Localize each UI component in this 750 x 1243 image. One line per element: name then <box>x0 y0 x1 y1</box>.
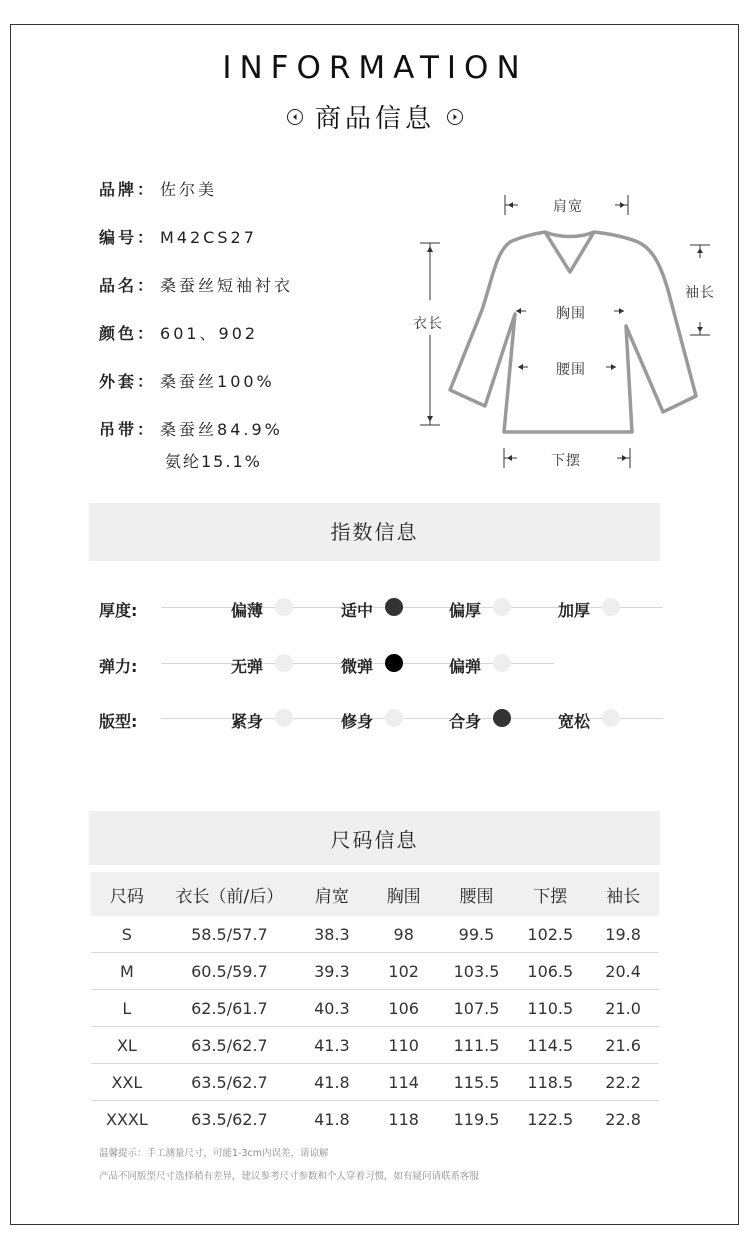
index-row-elasticity <box>99 648 669 678</box>
index-dot <box>275 709 293 727</box>
index-row-label: 版型: <box>99 712 138 731</box>
table-cell: 106 <box>368 990 440 1027</box>
info-label: 吊带： <box>99 420 157 439</box>
table-cell: 107.5 <box>440 990 514 1027</box>
table-cell: L <box>91 990 163 1027</box>
label-length: 衣长 <box>413 316 443 332</box>
table-cell: 40.3 <box>296 990 368 1027</box>
info-name <box>99 273 293 296</box>
table-cell: 63.5/62.7 <box>163 1027 296 1064</box>
index-dot-selected <box>385 654 403 672</box>
table-cell: 119.5 <box>453 1109 500 1129</box>
table-row <box>91 1101 659 1138</box>
index-option: 偏弹 <box>449 657 482 676</box>
index-option: 偏厚 <box>449 601 482 620</box>
label-hem: 下摆 <box>551 453 581 469</box>
table-cell: 21.0 <box>587 990 659 1027</box>
info-camisole <box>99 417 283 440</box>
index-dot <box>493 598 511 616</box>
table-cell: 114.5 <box>513 1027 587 1064</box>
table-cell: 110.5 <box>513 990 587 1027</box>
info-label: 颜色： <box>99 324 157 343</box>
info-outer <box>99 369 275 392</box>
index-option: 无弹 <box>231 657 264 676</box>
table-cell: 39.3 <box>296 953 368 990</box>
table-cell: M <box>91 953 163 990</box>
table-cell: 41.8 <box>296 1064 368 1101</box>
table-cell: XL <box>91 1027 163 1064</box>
header-cell: 尺码 <box>91 872 163 916</box>
index-option: 适中 <box>341 601 374 620</box>
table-cell: XXL <box>91 1064 163 1101</box>
header-cell: 腰围 <box>440 872 514 916</box>
header-cell: 胸围 <box>368 872 440 916</box>
index-row-fit <box>99 703 669 733</box>
table-row <box>91 1064 659 1101</box>
table-row <box>91 990 659 1027</box>
header-cell: 下摆 <box>513 872 587 916</box>
table-cell: 98 <box>368 916 440 953</box>
garment-diagram <box>400 190 730 480</box>
label-shoulder: 肩宽 <box>553 199 583 215</box>
table-cell: 41.8 <box>314 1109 350 1129</box>
index-option: 修身 <box>341 712 374 731</box>
table-cell: 103.5 <box>440 953 514 990</box>
info-brand <box>99 177 217 200</box>
table-cell: 20.4 <box>587 953 659 990</box>
table-cell: 22.2 <box>587 1064 659 1101</box>
right-arrow-icon <box>447 109 463 125</box>
table-cell: 99.5 <box>440 916 514 953</box>
info-label: 编号： <box>99 228 157 247</box>
table-cell: 21.6 <box>587 1027 659 1064</box>
table-row <box>91 1027 659 1064</box>
index-row-thickness <box>99 592 669 622</box>
table-cell: 114 <box>368 1064 440 1101</box>
table-row <box>91 916 659 953</box>
table-cell: 118.5 <box>513 1064 587 1101</box>
index-option: 紧身 <box>231 712 264 731</box>
info-label: 外套： <box>99 372 157 391</box>
info-value: 桑蚕丝短袖衬衣 <box>160 276 294 295</box>
note-measurement: 温馨提示：手工测量尺寸，可能1-3cm内误差，请谅解 <box>99 1148 329 1159</box>
index-dot <box>275 598 293 616</box>
table-cell: 22.8 <box>605 1109 641 1129</box>
table-cell: 118 <box>388 1109 419 1129</box>
table-row <box>91 953 659 990</box>
table-cell: 60.5/59.7 <box>163 953 296 990</box>
index-dot <box>275 654 293 672</box>
title-english: INFORMATION <box>222 50 528 86</box>
header-cell: 袖长 <box>587 872 659 916</box>
table-cell: 62.5/61.7 <box>163 990 296 1027</box>
info-camisole-extra: 氨纶15.1% <box>165 452 262 471</box>
size-table-header-row <box>91 872 659 916</box>
index-dot <box>385 709 403 727</box>
label-chest: 胸围 <box>556 306 586 322</box>
label-sleeve: 袖长 <box>685 285 715 301</box>
index-option: 合身 <box>449 712 482 731</box>
info-code <box>99 225 257 248</box>
size-section-header: 尺码信息 <box>89 811 660 865</box>
table-cell: 115.5 <box>440 1064 514 1101</box>
table-cell: 58.5/57.7 <box>163 916 296 953</box>
table-cell: 102 <box>368 953 440 990</box>
info-value: 佐尔美 <box>160 180 218 199</box>
table-cell: 106.5 <box>513 953 587 990</box>
index-row-label: 弹力: <box>99 657 138 676</box>
title-chinese-wrap <box>0 98 750 135</box>
index-dot-selected <box>493 709 511 727</box>
info-color <box>99 321 258 344</box>
table-cell: 122.5 <box>527 1109 574 1129</box>
index-dot <box>493 654 511 672</box>
index-row-label: 厚度: <box>99 601 138 620</box>
info-value: 601、902 <box>160 324 259 343</box>
index-dot-selected <box>385 598 403 616</box>
table-cell: 38.3 <box>296 916 368 953</box>
table-cell: 41.3 <box>296 1027 368 1064</box>
header-cell: 肩宽 <box>296 872 368 916</box>
table-cell: 63.5/62.7 <box>191 1109 268 1129</box>
table-cell: 102.5 <box>513 916 587 953</box>
label-waist: 腰围 <box>556 362 586 378</box>
note-fit-advice: 产品不同版型尺寸选择稍有差异，建议参考尺寸参数和个人穿着习惯，如有疑问请联系客服 <box>99 1171 480 1182</box>
index-option: 微弹 <box>341 657 374 676</box>
table-cell: 19.8 <box>587 916 659 953</box>
info-value: 桑蚕丝100% <box>160 372 275 391</box>
index-option: 加厚 <box>558 601 591 620</box>
table-cell: XXXL <box>105 1109 148 1129</box>
index-section-header: 指数信息 <box>89 503 660 561</box>
table-cell: S <box>91 916 163 953</box>
table-cell: 110 <box>368 1027 440 1064</box>
index-dot <box>602 598 620 616</box>
left-arrow-icon <box>287 109 303 125</box>
table-cell: 63.5/62.7 <box>163 1064 296 1101</box>
index-option: 偏薄 <box>231 601 264 620</box>
info-label: 品牌： <box>99 180 157 199</box>
index-dot <box>602 709 620 727</box>
table-cell: 111.5 <box>440 1027 514 1064</box>
size-table <box>91 872 659 1137</box>
header-cell: 衣长（前/后） <box>163 872 296 916</box>
index-option: 宽松 <box>558 712 591 731</box>
info-label: 品名： <box>99 276 157 295</box>
title-chinese: 商品信息 <box>314 104 435 134</box>
info-value: 桑蚕丝84.9% <box>160 420 283 439</box>
info-value: M42CS27 <box>160 228 257 247</box>
